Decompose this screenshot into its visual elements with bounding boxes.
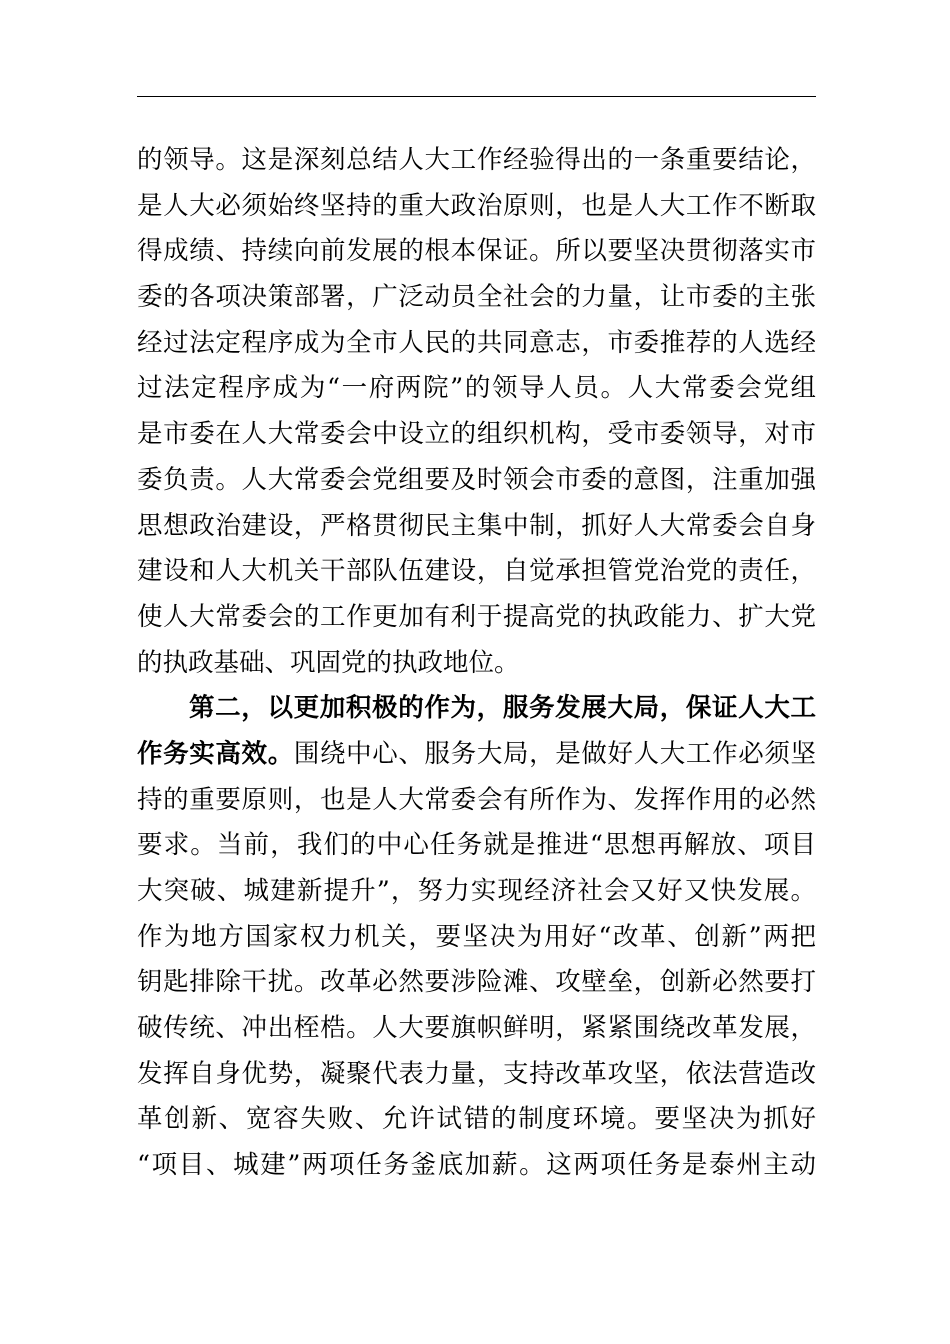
paragraph-1 — [137, 138, 816, 686]
text-line: 是人大必须始终坚持的重大政治原则，也是人大工作不断取 — [137, 190, 816, 221]
text-line: 建设和人大机关干部队伍建设，自觉承担管党治党的责任， — [137, 556, 816, 587]
text-line: 是市委在人大常委会中设立的组织机构，受市委领导，对市 — [137, 419, 816, 450]
body-text — [137, 138, 816, 1189]
text-line — [137, 732, 816, 778]
text-line: 过法定程序成为“一府两院”的领导人员。人大常委会党组 — [137, 373, 816, 404]
text-line: 委负责。人大常委会党组要及时领会市委的意图，注重加强 — [137, 464, 816, 495]
paragraph-2 — [137, 686, 816, 1189]
text-line: 思想政治建设，严格贯彻民主集中制，抓好人大常委会自身 — [137, 510, 816, 541]
text-line: 钥匙排除干扰。改革必然要涉险滩、攻壁垒，创新必然要打 — [137, 967, 816, 998]
text-line: 得成绩、持续向前发展的根本保证。所以要坚决贯彻落实市 — [137, 236, 816, 267]
text-line: 经过法定程序成为全市人民的共同意志，市委推荐的人选经 — [137, 327, 816, 358]
text-line: 大突破、城建新提升”，努力实现经济社会又好又快发展。 — [137, 876, 816, 906]
text-line: 革创新、宽容失败、允许试错的制度环境。要坚决为抓好 — [137, 1104, 816, 1135]
section-heading-end: 作务实高效。 — [137, 738, 294, 769]
text-line: 要求。当前，我们的中心任务就是推进“思想再解放、项目 — [137, 830, 816, 861]
text-line: “项目、城建”两项任务釜底加薪。这两项任务是泰州主动 — [137, 1150, 816, 1181]
text-line: 的领导。这是深刻总结人大工作经验得出的一条重要结论， — [137, 145, 816, 175]
text-line: 使人大常委会的工作更加有利于提高党的执政能力、扩大党 — [137, 601, 816, 632]
header-rule — [137, 96, 816, 97]
text-line: 的执政基础、巩固党的执政地位。 — [137, 647, 520, 678]
text-line: 发挥自身优势，凝聚代表力量，支持改革攻坚，依法营造改 — [137, 1058, 816, 1089]
text-run: 围绕中心、服务大局，是做好人大工作必须坚 — [293, 738, 816, 769]
text-line: 持的重要原则，也是人大常委会有所作为、发挥作用的必然 — [137, 784, 816, 815]
text-line: 破传统、冲出桎梏。人大要旗帜鲜明，紧紧围绕改革发展， — [137, 1013, 816, 1044]
text-line: 作为地方国家权力机关，要坚决为用好“改革、创新”两把 — [137, 921, 816, 952]
section-heading: 第二，以更加积极的作为，服务发展大局，保证人大工 — [189, 693, 816, 724]
text-line: 委的各项决策部署，广泛动员全社会的力量，让市委的主张 — [137, 282, 816, 313]
